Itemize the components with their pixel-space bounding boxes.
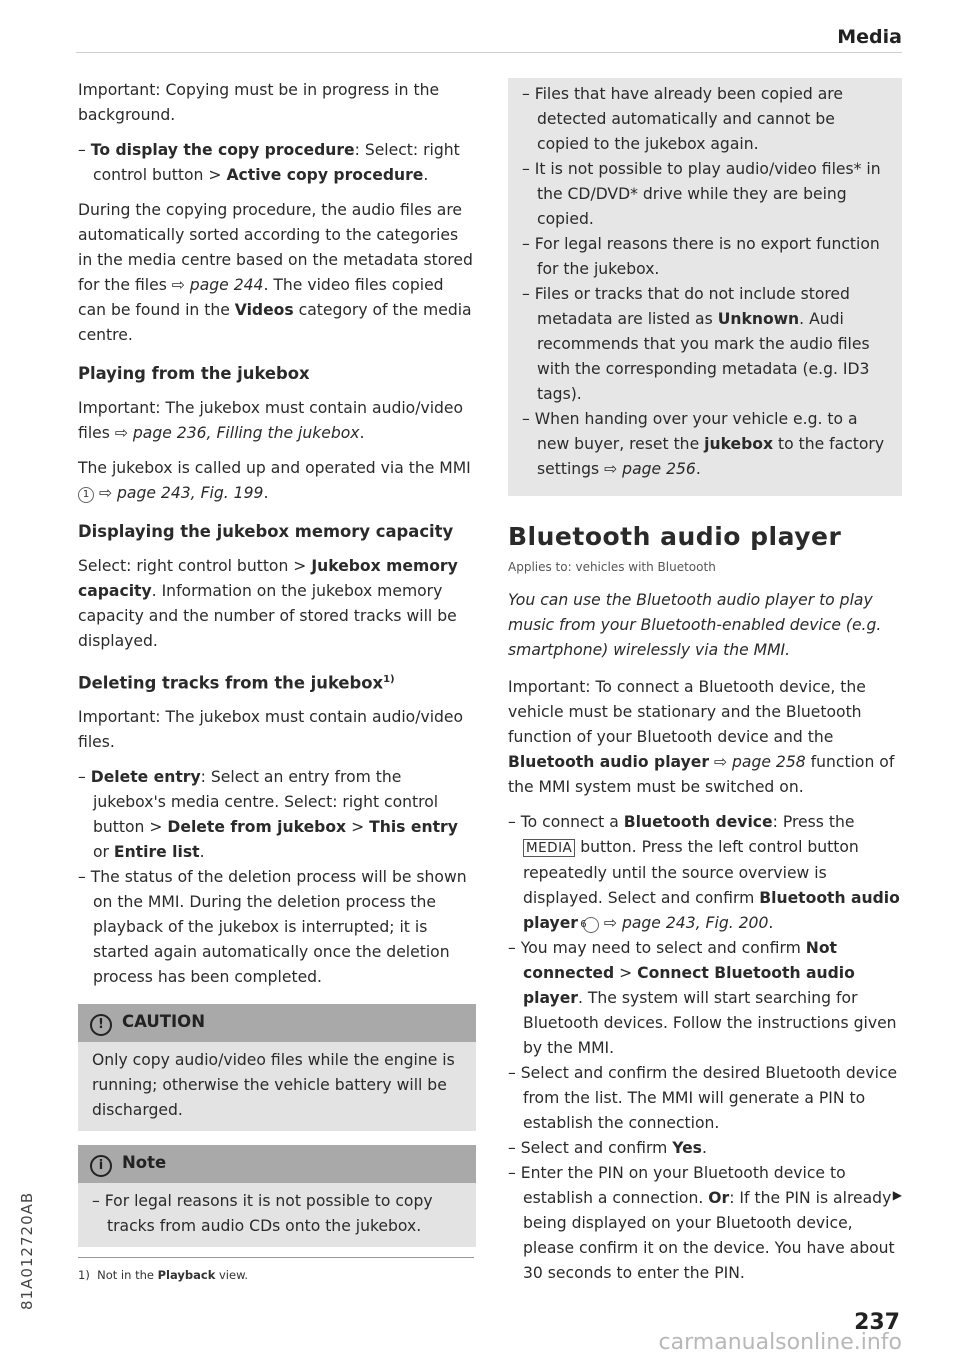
list-item: – To connect a Bluetooth device: Press the MEDIA button. Press the left control button repeatedly until the source overview is displayed. Select and confirm Bluetooth audio player 6 ⇨ page 243, Fig. 200.	[508, 813, 900, 932]
caution-box	[78, 1004, 476, 1131]
heading-delete: Deleting tracks from the jukebox$^{1)}$	[78, 673, 395, 693]
list-item: – Files that have already been copied are detected automatically and cannot be copied to the jukebox again.	[522, 85, 843, 153]
list-item: – It is not possible to play audio/video files* in the CD/DVD* drive while they are being copied.	[522, 160, 881, 228]
caution-header: ! CAUTION	[78, 1004, 476, 1042]
paragraph: Important: To connect a Bluetooth device, the vehicle must be stationary and the Bluetooth function of your Bluetooth device and the Bluetooth audio player ⇨ page 258 function of the MMI system must be switched on.	[508, 678, 895, 796]
delete-list	[78, 765, 476, 990]
heading-bluetooth: Bluetooth audio player	[508, 522, 842, 551]
callout-number: 6	[583, 917, 599, 933]
heading-playing: Playing from the jukebox	[78, 364, 310, 383]
steps-list	[508, 810, 902, 1286]
page-ref-link[interactable]: ⇨ page 258	[709, 753, 806, 771]
page-ref-link[interactable]: ⇨ page 256	[604, 460, 696, 478]
page-number: 237	[854, 1310, 900, 1335]
list-item: – Delete entry: Select an entry from the jukebox's media centre. Select: right control button > Delete from jukebox > This entry or Entire list.	[78, 768, 458, 862]
intro-paragraph: You can use the Bluetooth audio player to play music from your Bluetooth-enabled device (e.g. smartphone) wirelessly via the MMI.	[508, 591, 882, 659]
list-item: – For legal reasons there is no export function for the jukebox.	[522, 235, 880, 278]
note-body	[78, 1183, 476, 1247]
list-item: – Select and confirm the desired Bluetooth device from the list. The MMI will generate a PIN to establish the connection.	[508, 1064, 898, 1132]
list-item: – The status of the deletion process will be shown on the MMI. During the deletion process the playback of the jukebox is interrupted; it is started again automatically once the deletion process has been completed.	[78, 868, 467, 987]
paragraph: Important: The jukebox must contain audio/video files ⇨ page 236, Filling the jukebox.	[78, 399, 464, 442]
document-id: 81A012720AB	[18, 1191, 36, 1310]
watermark: carmanualsonline.info	[658, 1330, 902, 1355]
note-continuation-box	[508, 78, 902, 496]
paragraph: Select: right control button > Jukebox memory capacity. Information on the jukebox memory capacity and the number of stored tracks will be displayed.	[78, 557, 458, 650]
note-box	[78, 1145, 476, 1247]
list-item: – Enter the PIN on your Bluetooth device to establish a connection. Or: If the PIN is already being displayed on your Bluetooth device, please confirm it on the device. You have about 30 seconds to enter the PIN.	[508, 1164, 895, 1282]
footnote-rule	[78, 1257, 474, 1258]
heading-memory: Displaying the jukebox memory capacity	[78, 522, 454, 541]
caution-text: Only copy audio/video files while the engine is running; otherwise the vehicle battery will be discharged.	[92, 1051, 455, 1120]
section-header: Media	[837, 26, 902, 48]
paragraph: During the copying procedure, the audio files are automatically sorted according to the categories in the media centre based on the metadata stored for the files ⇨ page 244. The video files copied can be found in the Videos category of the media centre.	[78, 201, 473, 344]
page-ref-link[interactable]: ⇨ page 243, Fig. 200	[603, 914, 769, 932]
continue-arrow-icon: ▶	[892, 1188, 902, 1202]
header-rule	[76, 52, 902, 53]
paragraph: The jukebox is called up and operated via the MMI 1 ⇨ page 243, Fig. 199.	[78, 459, 471, 502]
page-ref-link[interactable]: ⇨ page 243, Fig. 199	[98, 484, 264, 502]
left-column	[78, 78, 476, 1259]
list-item: – Select and confirm Yes.	[508, 1139, 707, 1157]
page-ref-link[interactable]: ⇨ page 236, Filling the jukebox	[114, 424, 360, 442]
page-ref-link[interactable]: ⇨ page 244	[171, 276, 264, 294]
footnote: 1) Not in the Playback view.	[78, 1268, 249, 1282]
info-icon: i	[90, 1155, 112, 1177]
list-item: – For legal reasons it is not possible to copy tracks from audio CDs onto the jukebox.	[92, 1192, 433, 1236]
list-item: – You may need to select and confirm Not connected > Connect Bluetooth audio player. The system will start searching for Bluetooth devices. Follow the instructions given by the MMI.	[508, 939, 897, 1057]
list-item: – Files or tracks that do not include stored metadata are listed as Unknown. Audi recommends that you mark the audio files with the corresponding metadata (e.g. ID3 tags).	[522, 285, 870, 403]
footnote-marker: 1)	[383, 674, 395, 685]
paragraph: Important: The jukebox must contain audio/video files.	[78, 708, 464, 752]
list-item: – When handing over your vehicle e.g. to a new buyer, reset the jukebox to the factory settings ⇨ page 256.	[522, 410, 885, 478]
list-item: – To display the copy procedure: Select: right control button > Active copy procedure.	[78, 141, 460, 184]
note-header: i Note	[78, 1145, 476, 1183]
caution-icon: !	[90, 1014, 112, 1036]
right-column	[508, 78, 902, 1296]
paragraph: Important: Copying must be in progress in the background.	[78, 81, 440, 124]
media-key: MEDIA	[523, 839, 575, 857]
callout-number: 1	[78, 487, 94, 503]
display-copy-list	[78, 138, 476, 188]
applies-to: Applies to: vehicles with Bluetooth	[508, 560, 716, 574]
